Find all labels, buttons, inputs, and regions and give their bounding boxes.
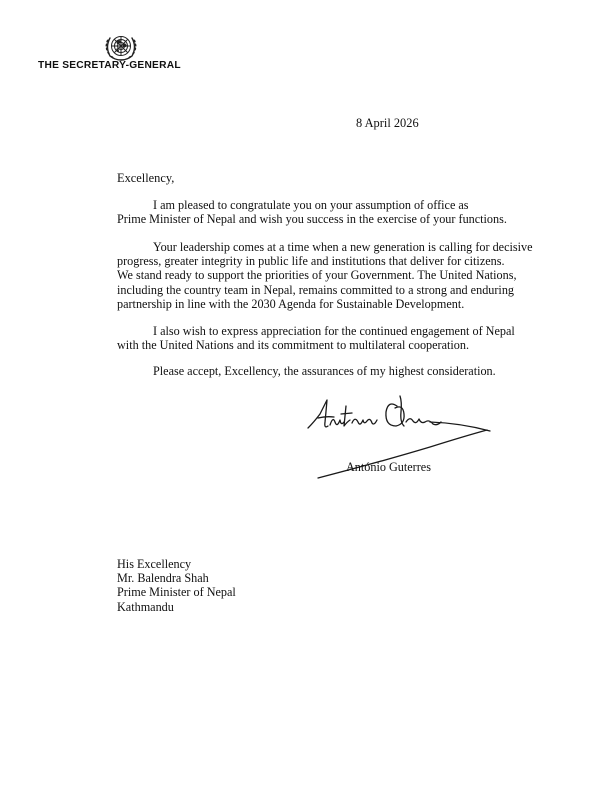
paragraph-line: progress, greater integrity in public life and institutions that deliver for citizens. bbox=[117, 254, 505, 269]
paragraph-line: We stand ready to support the priorities of your Government. The United Nations, bbox=[117, 268, 517, 283]
signatory-name: António Guterres bbox=[346, 460, 431, 474]
paragraph-line: I also wish to express appreciation for the continued engagement of Nepal bbox=[153, 324, 515, 338]
letterhead-title: THE SECRETARY-GENERAL bbox=[38, 60, 181, 71]
paragraph-line: partnership in line with the 2030 Agenda for Sustainable Development. bbox=[117, 296, 465, 311]
paragraph-line: Your leadership comes at a time when a new generation is calling for decisive bbox=[153, 240, 533, 254]
address-line: Kathmandu bbox=[117, 599, 174, 614]
salutation: Excellency, bbox=[117, 171, 175, 185]
paragraph-line: including the country team in Nepal, remains committed to a strong and enduring bbox=[117, 282, 515, 297]
recipient-address bbox=[117, 557, 236, 614]
body-paragraph-congratulations bbox=[117, 198, 547, 226]
body-paragraph-closing bbox=[117, 364, 547, 378]
body-paragraph-appreciation bbox=[117, 324, 547, 352]
address-line: His Excellency bbox=[117, 557, 192, 571]
letter-date: 8 April 2026 bbox=[356, 116, 419, 130]
body-paragraph-leadership bbox=[117, 240, 547, 311]
paragraph-line: Please accept, Excellency, the assurances of my highest consideration. bbox=[153, 364, 496, 378]
paragraph-line: with the United Nations and its commitment to multilateral cooperation. bbox=[117, 338, 470, 353]
paragraph-line: I am pleased to congratulate you on your assumption of office as bbox=[153, 198, 469, 212]
paragraph-line: Prime Minister of Nepal and wish you success in the exercise of your functions. bbox=[117, 212, 507, 227]
address-line: Prime Minister of Nepal bbox=[117, 585, 236, 600]
address-line: Mr. Balendra Shah bbox=[117, 571, 209, 586]
